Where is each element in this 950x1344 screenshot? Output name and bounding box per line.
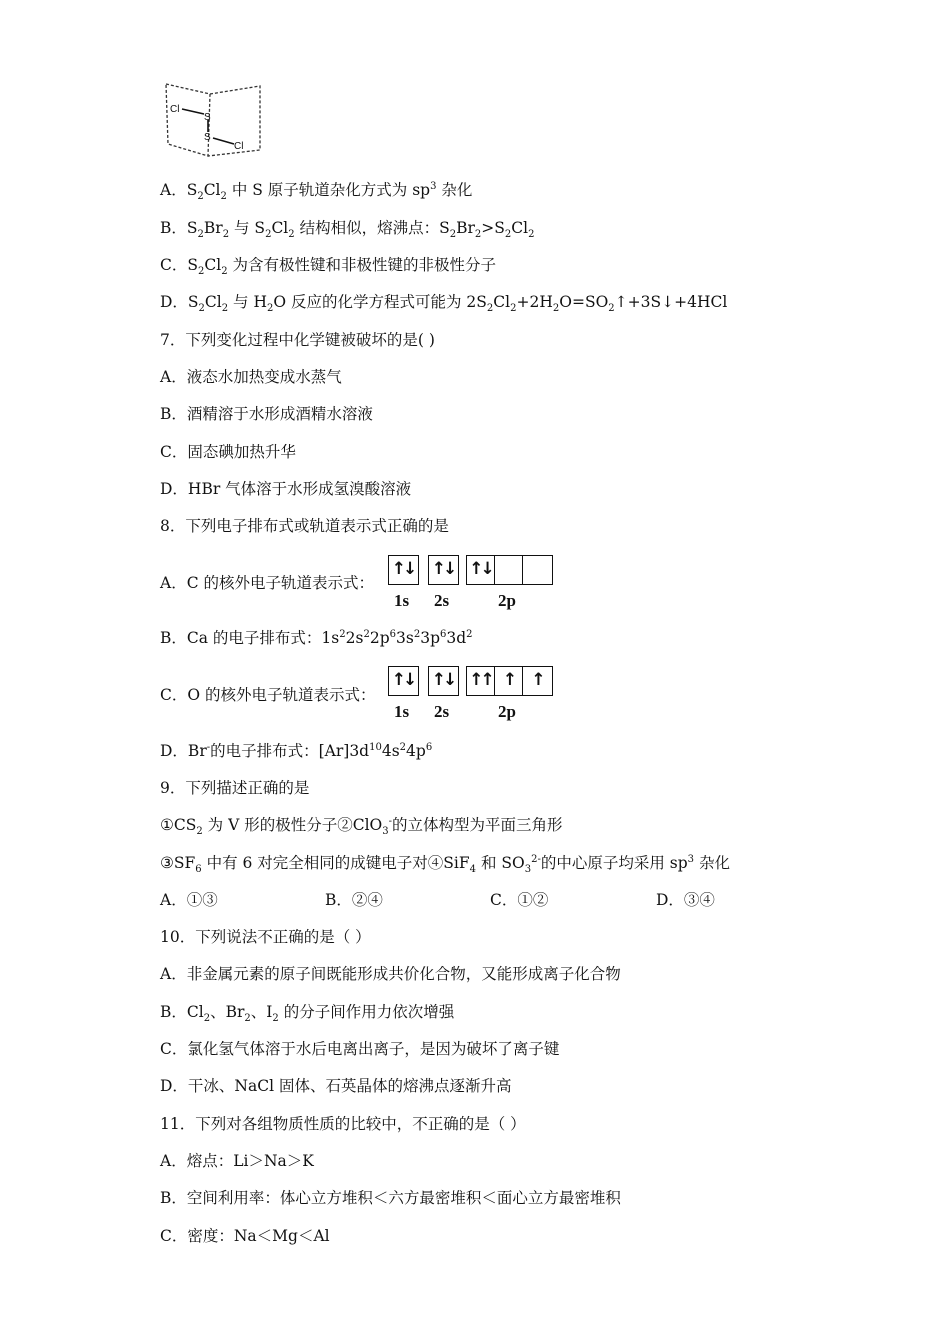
q7-option-a: A．液态水加热变成水蒸气 xyxy=(160,368,342,386)
q9-option-b: B．②④ xyxy=(325,891,383,909)
orbital-box-2p xyxy=(466,555,553,585)
orbital-label-1s: 1s xyxy=(394,591,410,610)
q6-option-d: D．$S_2Cl_2$ 与 $H_2O$ 反应的化学方程式可能为 $2S_2Cl_2+2H_2O=SO_2↑+3S↓+4HCl$ xyxy=(160,293,728,315)
q9-option-d: D．③④ xyxy=(656,891,715,909)
orbital-cell xyxy=(523,556,551,584)
orbital-label-2p: 2p xyxy=(498,591,516,610)
q11-option-c: C．密度：Na＜Mg＜Al xyxy=(160,1227,330,1245)
orbital-label-2p: 2p xyxy=(498,702,516,721)
atom-s-1: S xyxy=(204,112,211,123)
atom-cl-2: Cl xyxy=(234,141,244,152)
q9-options xyxy=(160,890,800,910)
q9-statement-1: $①CS_2$ 为 V 形的极性分子②ClO$_3$-的立体构型为平面三角形 xyxy=(160,815,563,838)
q6-option-b: B．$S_2Br_2$ 与 $S_2Cl_2$ 结构相似，熔沸点：$S_2Br_2>S_2Cl_2$ xyxy=(160,219,535,241)
q8-option-b: B．Ca 的电子排布式：$1s^22s^22p^63s^23p^63d^2$ xyxy=(160,628,473,647)
q8-option-a: A．C 的核外电子轨道表示式： xyxy=(160,574,374,592)
orbital-box-2s xyxy=(428,666,459,696)
orbital-box-1s xyxy=(388,666,419,696)
q10-option-c: C．氯化氢气体溶于水后电离出离子，是因为破坏了离子键 xyxy=(160,1040,560,1058)
orbital-cell xyxy=(495,556,523,584)
orbital-cell: ↑ xyxy=(531,670,543,690)
orbital-cell: ↑↓ xyxy=(431,670,455,690)
orbital-box-1s xyxy=(388,555,419,585)
q9-stem: 9．下列描述正确的是 xyxy=(160,779,310,797)
q7-stem: 7．下列变化过程中化学键被破坏的是( ) xyxy=(160,331,435,349)
q9-statement-2: $③SF_6$ 中有 6 对完全相同的成键电子对④SiF$_4$ 和 $SO_3^{2-}$的中心原子均采用 $sp^3$ 杂化 xyxy=(160,853,730,876)
q7-option-d: D．HBr 气体溶于水形成氢溴酸溶液 xyxy=(160,480,412,498)
orbital-cell: ↑↓ xyxy=(391,670,415,690)
orbital-label-2s: 2s xyxy=(434,702,450,721)
orbital-box-2p xyxy=(466,666,553,696)
q7-option-b: B．酒精溶于水形成酒精水溶液 xyxy=(160,405,373,423)
q10-option-a: A．非金属元素的原子间既能形成共价化合物，又能形成离子化合物 xyxy=(160,965,621,983)
q11-stem: 11．下列对各组物质性质的比较中，不正确的是（ ） xyxy=(160,1115,526,1133)
q10-option-b: B．$Cl_2$、$Br_2$、$I_2$ 的分子间作用力依次增强 xyxy=(160,1003,455,1025)
q11-option-b: B．空间利用率：体心立方堆积＜六方最密堆积＜面心立方最密堆积 xyxy=(160,1189,621,1207)
q9-option-c: C．①② xyxy=(490,891,549,909)
s2cl2-structure-diagram xyxy=(160,76,270,158)
q6-option-c: C．$S_2Cl_2$ 为含有极性键和非极性键的非极性分子 xyxy=(160,256,496,278)
orbital-label-1s: 1s xyxy=(394,702,410,721)
orbital-label-2s: 2s xyxy=(434,591,450,610)
q8-option-d: D．Br-的电子排布式：$[Ar]3d^{10}4s^24p^6$ xyxy=(160,741,433,760)
orbital-cell: ↑↓ xyxy=(467,556,495,584)
q6-option-a: A．$S_2Cl_2$ 中 S 原子轨道杂化方式为 $sp^3$ 杂化 xyxy=(160,180,473,203)
orbital-cell: ↑↓ xyxy=(431,559,455,579)
orbital-cell: ↑↑ xyxy=(467,667,495,695)
q7-option-c: C．固态碘加热升华 xyxy=(160,443,296,461)
q8-stem: 8．下列电子排布式或轨道表示式正确的是 xyxy=(160,517,449,535)
q10-stem: 10．下列说法不正确的是（ ） xyxy=(160,928,371,946)
q9-option-a: A．①③ xyxy=(160,891,218,909)
orbital-box-2s xyxy=(428,555,459,585)
orbital-cell: ↑ xyxy=(495,667,523,695)
q8-option-c: C．O 的核外电子轨道表示式： xyxy=(160,686,376,704)
q11-option-a: A．熔点：Li＞Na＞K xyxy=(160,1152,314,1170)
atom-s-2: S xyxy=(204,132,211,143)
atom-cl-1: Cl xyxy=(170,104,180,115)
orbital-cell: ↑↓ xyxy=(391,559,415,579)
q10-option-d: D．干冰、NaCl 固体、石英晶体的熔沸点逐渐升高 xyxy=(160,1077,512,1095)
